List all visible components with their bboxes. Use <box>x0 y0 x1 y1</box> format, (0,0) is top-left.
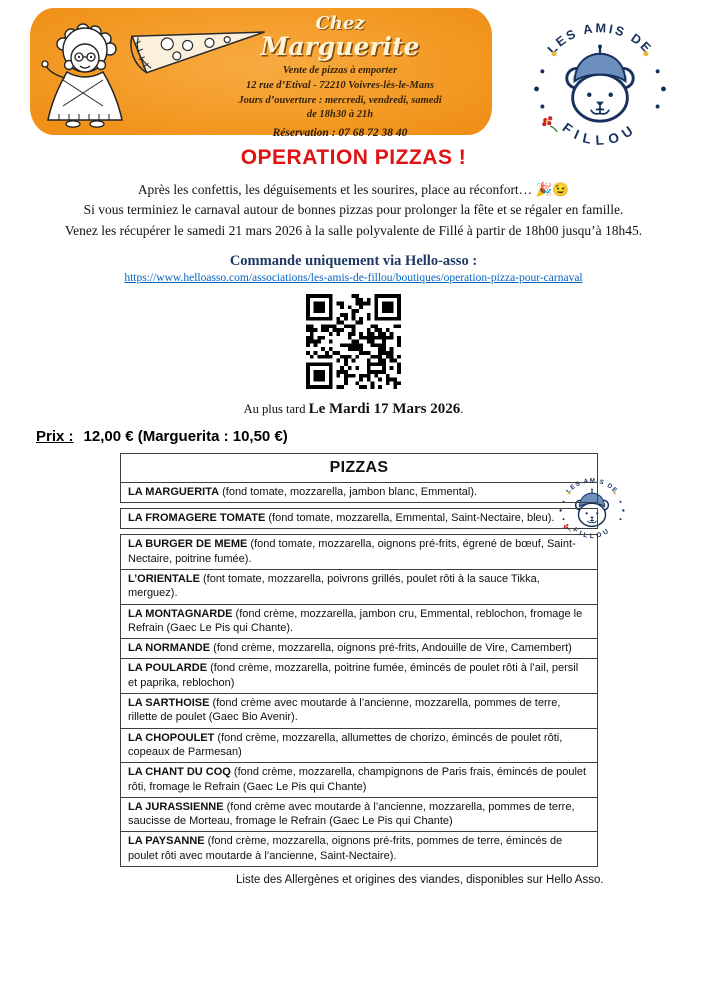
pizzas-table <box>120 453 598 867</box>
deadline-suffix: . <box>460 401 464 416</box>
price-text <box>36 428 707 445</box>
pizza-name: LA JURASSIENNE <box>128 800 224 813</box>
banner-title-line1: Chez <box>315 13 365 34</box>
table-header: PIZZAS <box>120 453 598 483</box>
deadline-date: Le Mardi 17 Mars 2026 <box>308 400 461 417</box>
pizza-desc: (fond crème, mozzarella, jambon cru, Emmental, reblochon, fromage le Refrain (Gaec Le Pis qui Chante). <box>128 607 583 634</box>
table-row <box>120 534 598 570</box>
pizza-desc: (fond crème, mozzarella, oignons pré-frits, Andouille de Vire, Camembert) <box>210 642 572 655</box>
table-row <box>120 604 598 640</box>
banner-subtitle: Vente de pizzas à emporter <box>282 65 398 77</box>
pizza-name: LA PAYSANNE <box>128 835 205 848</box>
pizza-desc: (fond crème avec moutarde à l’ancienne, mozzarella, pommes de terre, saucisse de Morteau, fromage le Refrain (Gaec Le Pis qui Chante) <box>128 800 575 828</box>
pizza-desc: (fond crème, mozzarella, allumettes de chorizo, émincés de poulet rôti, copeaux de Parmesan) <box>128 731 563 758</box>
intro-line-3: Venez les récupérer le samedi 21 mars 2026 à la salle polyvalente de Fillé à partir de 18h00 jusqu’à 18h45. <box>64 222 643 238</box>
banner-address: 12 rue d’Etival - 72210 Voivres-lès-le-Mans <box>245 79 435 91</box>
intro-text <box>0 180 707 241</box>
pizza-desc: (fond crème, mozzarella, poitrine fumée, émincés de poulet rôti à l’ail, persil et paprika, reblochon) <box>128 662 579 689</box>
banner-title-line2: Marguerite <box>260 31 420 61</box>
table-row <box>120 508 598 529</box>
allergens-note: Liste des Allergènes et origines des viandes, disponibles sur Hello Asso. <box>236 873 604 886</box>
banner-hours-line1: Jours d’ouverture : mercredi, vendredi, samedi <box>238 94 442 106</box>
deadline-prefix: Au plus tard <box>243 401 309 416</box>
table-row <box>120 638 598 659</box>
pizza-desc: (font tomate, mozzarella, poivrons grillés, poulet rôti à la sauce Tikka, merguez). <box>128 572 540 600</box>
pizza-name: LA BURGER DE MEME <box>128 538 248 551</box>
pizza-desc: (fond crème, mozzarella, champignons de Paris frais, émincés de poulet rôti, fromage le Refrain (Gaec Le Pis qui Chante) <box>128 766 587 793</box>
table-row <box>120 762 598 798</box>
table-row <box>120 797 598 833</box>
qr-code <box>306 294 401 389</box>
pizza-name: LA NORMANDE <box>128 642 211 655</box>
intro-line-1: Après les confettis, les déguisements et les sourires, place au réconfort… 🎉😉 <box>137 182 570 197</box>
pizza-desc: (fond crème, mozzarella, oignons pré-frits, pommes de terre, émincés de poulet rôti avec moutarde à l’ancienne, Saint-Nectaire). <box>128 835 563 862</box>
pizza-desc: (fond tomate, mozzarella, Emmental, Saint-Nectaire, bleu). <box>265 512 555 525</box>
pizza-desc: (fond tomate, mozzarella, jambon blanc, Emmental). <box>219 485 478 498</box>
banner-reservation: Réservation : 07 68 72 38 40 <box>272 126 408 139</box>
intro-line-2: Si vous terminiez le carnaval autour de bonnes pizzas pour prolonger la fête et se régaler en famille. <box>83 202 624 218</box>
pizza-name: LA MARGUERITA <box>128 485 220 498</box>
pizza-name: LA CHOPOULET <box>128 731 215 744</box>
table-row <box>120 482 598 503</box>
pizza-name: LA SARTHOISE <box>128 697 210 710</box>
pizza-name: LA CHANT DU COQ <box>128 766 231 779</box>
banner-hours-line2: de 18h30 à 21h <box>306 109 374 121</box>
pizza-desc: (fond tomate, mozzarella, oignons pré-frits, égrené de bœuf, Saint-Nectaire, poitrine fumée). <box>128 538 576 565</box>
deadline-text <box>0 401 707 418</box>
price-value: 12,00 € (Marguerita : 10,50 €) <box>83 427 288 445</box>
helloasso-link[interactable]: https://www.helloasso.com/associations/les-amis-de-fillou/boutiques/operation-pizza-pour-carnaval <box>124 271 583 284</box>
table-row <box>120 693 598 729</box>
price-label: Prix : <box>36 427 74 445</box>
table-row <box>120 831 598 867</box>
table-row <box>120 728 598 764</box>
table-row <box>120 569 598 605</box>
pizza-name: LA MONTAGNARDE <box>128 607 233 620</box>
pizza-desc: (fond crème avec moutarde à l’ancienne, mozzarella, pommes de terre, rillette de poulet (Gaec Bio Avenir). <box>128 697 561 724</box>
table-row <box>120 658 598 694</box>
order-link-line <box>0 272 707 284</box>
pizza-name: LA FROMAGERE TOMATE <box>128 512 266 525</box>
pizza-name: L’ORIENTALE <box>128 572 200 585</box>
pizza-name: LA POULARDE <box>128 662 208 675</box>
page-title: OPERATION PIZZAS ! <box>240 146 467 169</box>
order-instruction: Commande uniquement via Hello-asso : <box>229 252 478 269</box>
